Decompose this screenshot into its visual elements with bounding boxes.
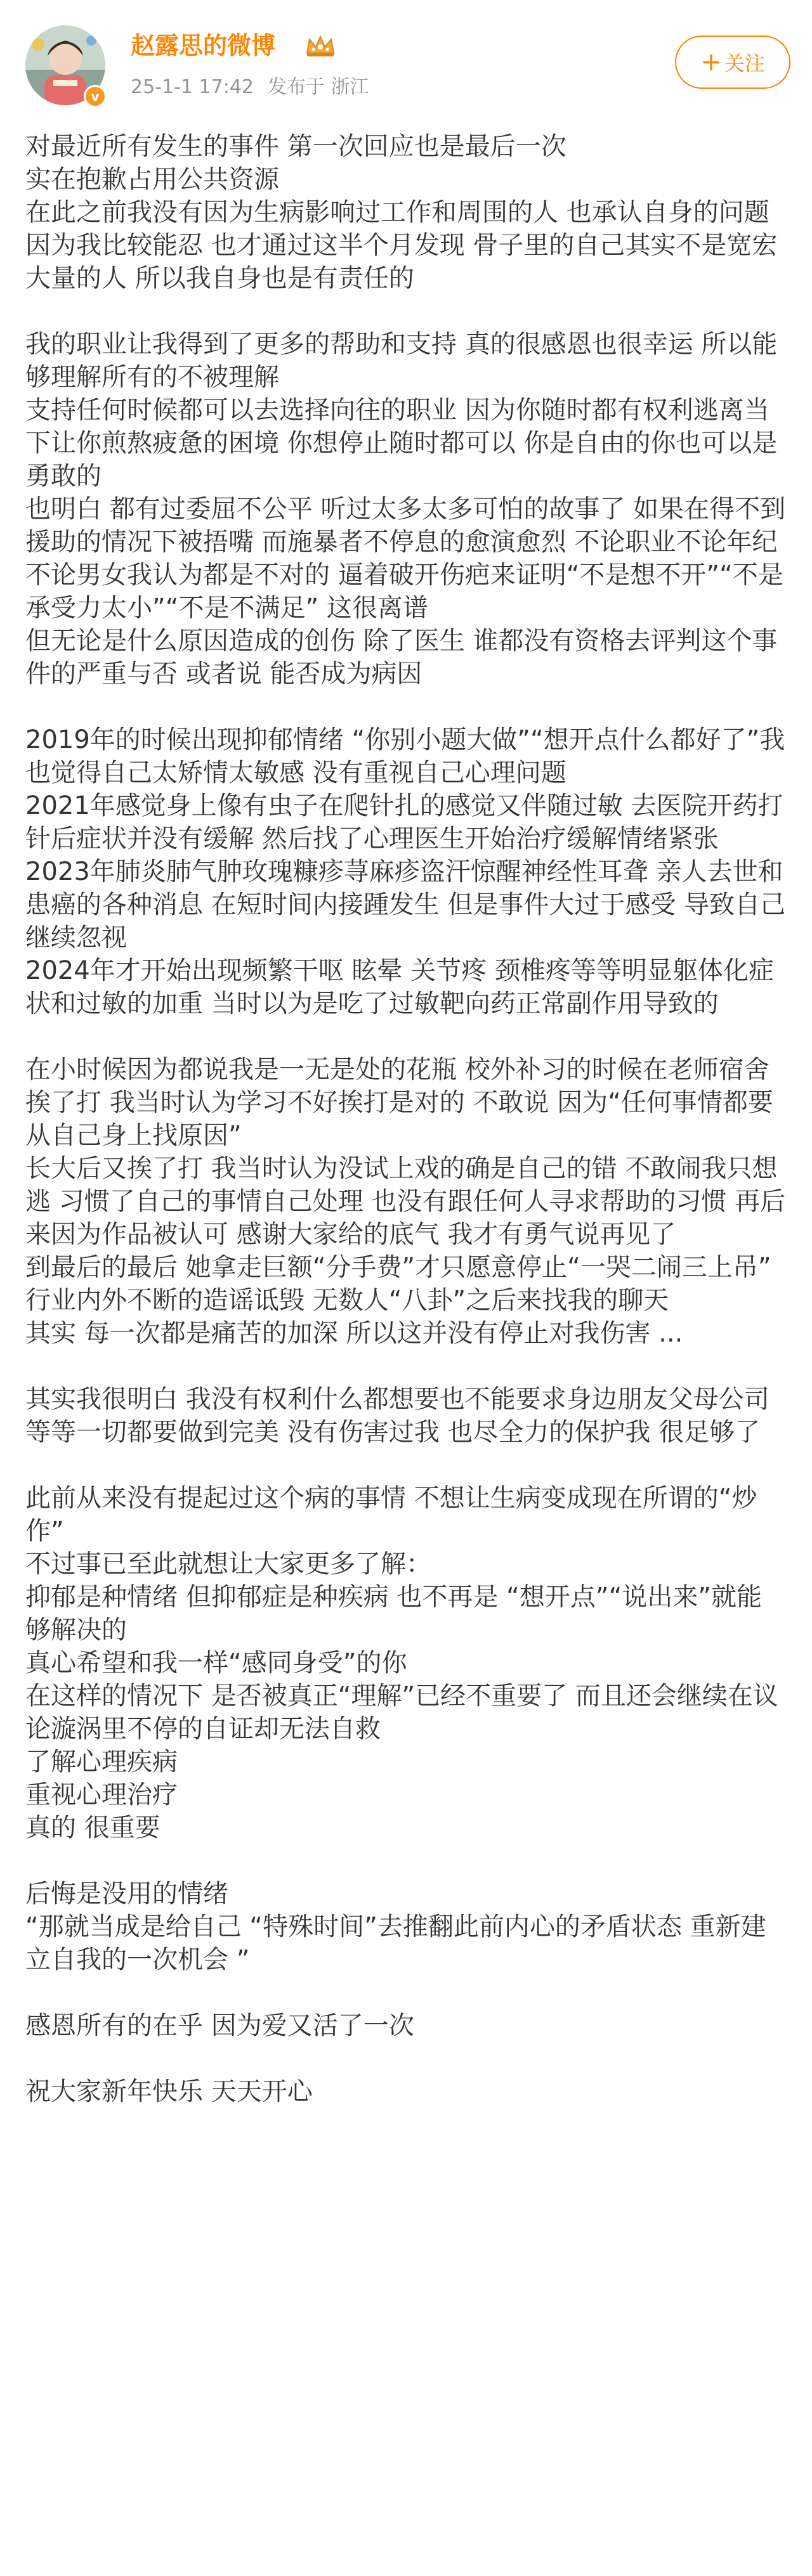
paragraph-spacer	[25, 2042, 787, 2075]
follow-button[interactable]	[675, 36, 790, 89]
paragraph-spacer	[25, 295, 787, 328]
post-paragraph: 2021年感觉身上像有虫子在爬针扎的感觉又伴随过敏 去医院开药打针后症状并没有缓解 然后找了心理医生开始治疗缓解情绪紧张	[25, 791, 783, 853]
post-paragraph: 其实我很明白 我没有权利什么都想要也不能要求身边朋友父母公司等等一切都要做到完美 没有伤害过我 也尽全力的保护我 很足够了	[25, 1385, 769, 1447]
post-paragraph: 长大后又挨了打 我当时认为没试上戏的确是自己的错 不敢闹我只想逃 习惯了自己的事情自己处理 也没有跟任何人寻求帮助的习惯 再后来因为作品被认可 感谢大家给的底气 我才有勇气说再见了	[25, 1154, 786, 1249]
paragraph-spacer	[25, 1844, 787, 1877]
post-paragraph: 2023年肺炎肺气肿玫瑰糠疹荨麻疹盗汗惊醒神经性耳聋 亲人去世和患癌的各种消息 在短时间内接踵发生 但是事件大过于感受 导致自己继续忽视	[25, 857, 786, 952]
post-timestamp: 25-1-1 17:42	[131, 76, 254, 98]
post-paragraph: 后悔是没用的情绪	[25, 1879, 228, 1908]
post-paragraph: 2019年的时候出现抑郁情绪 “你别小题大做”“想开点什么都好了”我也觉得自己太矫情太敏感 没有重视自己心理问题	[25, 725, 785, 787]
post-paragraph: 到最后的最后 她拿走巨额“分手费”才只愿意停止“一哭二闹三上吊” 行业内外不断的造谣诋毁 无数人“八卦”之后来找我的聊天	[25, 1253, 780, 1315]
post-paragraph: 但无论是什么原因造成的创伤 除了医生 谁都没有资格去评判这个事件的严重与否 或者说 能否成为病因	[25, 626, 778, 689]
post-paragraph: 也明白 都有过委屈不公平 听过太多太多可怕的故事了 如果在得不到援助的情况下被捂嘴 而施暴者不停息的愈演愈烈 不论职业不论年纪不论男女我认为都是不对的 逼着破开伤疤来证明“不是想不开”“不是承受力太小”“不是不满足” 这很离谱	[25, 495, 786, 623]
verified-badge-icon: v	[84, 85, 107, 108]
paragraph-spacer	[25, 1449, 787, 1482]
paragraph-spacer	[25, 1350, 787, 1383]
post-paragraph: 在小时候因为都说我是一无是处的花瓶 校外补习的时候在老师宿舍挨了打 我当时认为学习不好挨打是对的 不敢说 因为“任何事情都要从自己身上找原因”	[25, 1055, 773, 1150]
post-paragraph: 实在抱歉占用公共资源	[25, 165, 279, 194]
post-paragraph: 支持任何时候都可以去选择向往的职业 因为你随时都有权利逃离当下让你煎熬疲惫的困境 你想停止随时都可以 你是自由的你也可以是勇敢的	[25, 396, 778, 491]
post-paragraph: 在这样的情况下 是否被真正“理解”已经不重要了 而且还会继续在议论漩涡里不停的自证却无法自救	[25, 1681, 778, 1744]
post-paragraph: 不过事已至此就想让大家更多了解：	[25, 1550, 431, 1579]
post-paragraph: 此前从来没有提起过这个病的事情 不想让生病变成现在所谓的“炒作”	[25, 1484, 757, 1546]
post-paragraph: 我的职业让我得到了更多的帮助和支持 真的很感恩也很幸运 所以能够理解所有的不被理解	[25, 330, 778, 392]
post-paragraph: 在此之前我没有因为生病影响过工作和周围的人 也承认自身的问题 因为我比较能忍 也才通过这半个月发现 骨子里的自己其实不是宽宏大量的人 所以我自身也是有责任的	[25, 198, 778, 293]
post-paragraph: 真的 很重要	[25, 1813, 160, 1842]
paragraph-spacer	[25, 1976, 787, 2009]
paragraph-spacer	[25, 690, 787, 723]
follow-label: 关注	[724, 51, 765, 75]
post-location: 发布于 浙江	[268, 76, 369, 98]
post-paragraph: 对最近所有发生的事件 第一次回应也是最后一次	[25, 132, 566, 161]
post-paragraph: 感恩所有的在乎 因为爱又活了一次	[25, 2011, 414, 2040]
post-paragraph: 了解心理疾病	[25, 1747, 178, 1777]
post-paragraph: 其实 每一次都是痛苦的加深 所以这并没有停止对我伤害 ...	[25, 1319, 683, 1348]
author-name[interactable]: 赵露思的微博	[131, 32, 276, 60]
post-paragraph: 抑郁是种情绪 但抑郁症是种疾病 也不再是 “想开点”“说出来”就能够解决的	[25, 1582, 763, 1645]
paragraph-spacer	[25, 1020, 787, 1053]
plus-icon: +	[700, 48, 722, 77]
post-header	[0, 0, 812, 127]
post-meta	[131, 75, 383, 100]
post-body	[25, 130, 787, 2108]
post-paragraph: “那就当成是给自己 “特殊时间”去推翻此前内心的矛盾状态 重新建立自我的一次机会 ”	[25, 1912, 766, 1974]
post-paragraph: 重视心理治疗	[25, 1780, 178, 1809]
post-paragraph: 祝大家新年快乐 天天开心	[25, 2077, 313, 2106]
post-paragraph: 2024年才开始出现频繁干呕 眩晕 关节疼 颈椎疼等等明显躯体化症状和过敏的加重 当时以为是吃了过敏靶向药正常副作用导致的	[25, 956, 774, 1018]
crown-icon	[304, 33, 336, 58]
post-paragraph: 真心希望和我一样“感同身受”的你	[25, 1648, 407, 1678]
